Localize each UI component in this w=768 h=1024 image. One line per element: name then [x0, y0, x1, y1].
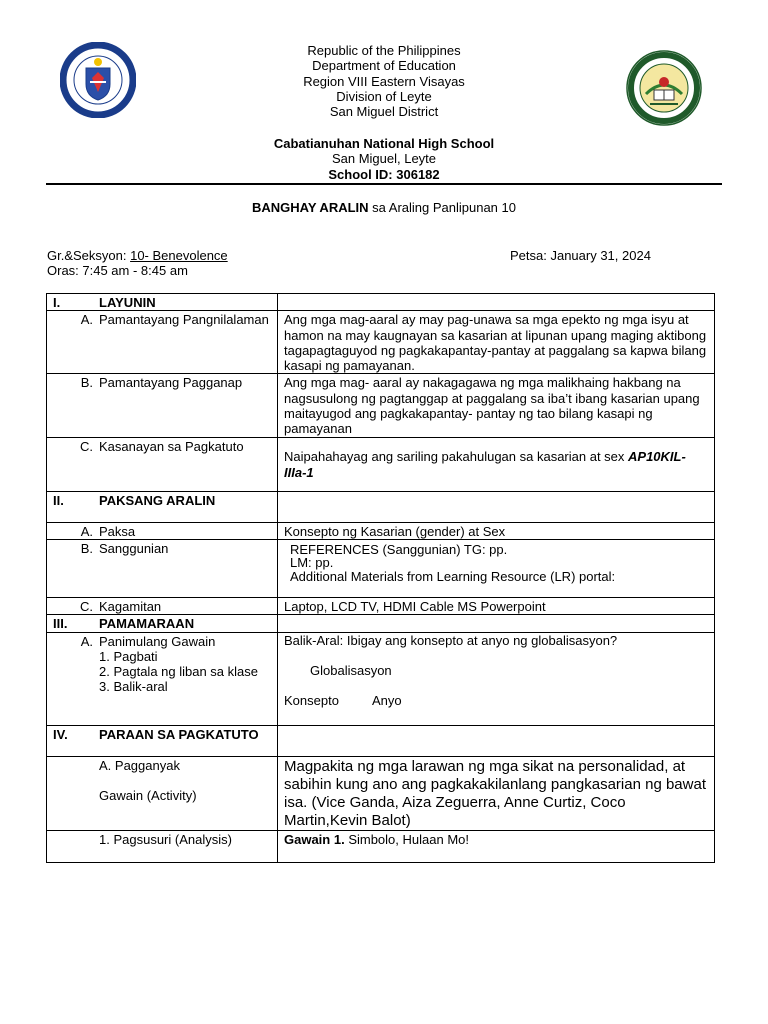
table-row: [47, 725, 715, 756]
table-row: [47, 597, 715, 614]
content-cell: Laptop, LCD TV, HDMI Cable MS Powerpoint: [278, 597, 715, 614]
table-row: [47, 294, 715, 311]
content-cell: Konsepto ng Kasarian (gender) at Sex: [278, 522, 715, 539]
table-row: [47, 830, 715, 862]
review-word-anyo: Anyo: [371, 693, 402, 709]
class-date: Petsa: January 31, 2024: [510, 248, 651, 263]
sub-item: 1. Pagbati: [99, 648, 158, 664]
item-label: Paksa: [99, 523, 136, 539]
reference-line: REFERENCES (Sanggunian) TG: pp.: [290, 541, 508, 557]
content-cell: Ang mga mag- aaral ay nakagagawa ng mga malikhaing hakbang na nagsusulong ng pagtanggap at paggalang sa iba’t ibang kasarian upang maitayugod ang pagkakapantay- pantay ng tao bilang kasapi ng pamayanan: [278, 374, 715, 437]
header-divider: [46, 183, 722, 185]
item-label: Sanggunian: [99, 540, 169, 556]
class-time: Oras: 7:45 am - 8:45 am: [47, 263, 188, 279]
grade-section: [47, 248, 228, 263]
table-row: [47, 374, 715, 437]
review-words: [284, 693, 708, 708]
table-row: [47, 311, 715, 374]
grade-value: 10- Benevolence: [130, 248, 228, 263]
review-word-konsepto: Konsepto: [284, 693, 339, 709]
content-cell: [278, 539, 715, 597]
section-label: PAKSANG ARALIN: [99, 492, 216, 508]
item-number: C.: [80, 438, 93, 454]
table-row: [47, 522, 715, 539]
region-line: Region VIII Eastern Visayas: [303, 73, 465, 89]
document-title: [0, 200, 768, 215]
lesson-plan-table: [46, 293, 715, 863]
section-number: I.: [53, 295, 61, 310]
table-row: [47, 491, 715, 522]
empty-cell: [278, 615, 715, 632]
table-row: [47, 539, 715, 597]
content-cell: [278, 830, 715, 862]
empty-cell: [278, 725, 715, 756]
table-row: [47, 437, 715, 491]
competency-text: Naipahahayag ang sariling pakahulugan sa kasarian at sex: [284, 449, 629, 465]
table-row: [47, 615, 715, 632]
grade-label: Gr.&Seksyon:: [47, 248, 131, 263]
sub-item: 3. Balik-aral: [99, 679, 168, 695]
section-label: PARAAN SA PAGKATUTO: [99, 726, 259, 742]
school-name: Cabatianuhan National High School: [273, 136, 495, 151]
school-id: School ID: 306182: [328, 166, 440, 182]
section-number: III.: [53, 616, 68, 632]
empty-cell: [278, 294, 715, 311]
title-rest: sa Araling Panlipunan 10: [368, 200, 516, 215]
section-number: II.: [53, 492, 64, 508]
activity-label: Gawain 1.: [284, 831, 345, 847]
class-meta: [47, 248, 228, 279]
table-row: [47, 756, 715, 830]
school-block: [0, 136, 768, 182]
section-label: PAMAMARAAN: [99, 616, 195, 632]
section-number: IV.: [53, 726, 68, 742]
item-number: A.: [80, 523, 93, 539]
item-label: Pamantayang Pangnilalaman: [99, 312, 269, 328]
republic-line: Republic of the Philippines: [307, 43, 461, 58]
district-line: San Miguel District: [329, 104, 439, 120]
section-label: LAYUNIN: [99, 295, 156, 310]
section-cell: [47, 294, 278, 311]
item-label: Kasanayan sa Pagkatuto: [99, 438, 244, 454]
content-cell: Ang mga mag-aaral ay may pag-unawa sa mga epekto ng mga isyu at hamon na may kaugnayan sa kasarian at lipunan upang maging aktibong tagapagtaguyod ng pagkakapantay-pantay at paggalang sa kapwa bilang kasapi ng pamayanan.: [278, 311, 715, 374]
reference-line: LM: pp.: [290, 555, 334, 571]
division-line: Division of Leyte: [336, 88, 432, 104]
item-number: A.: [80, 633, 93, 649]
sub-item: 2. Pagtala ng liban sa klase: [99, 664, 258, 680]
content-cell: [278, 632, 715, 725]
activity-title: Simbolo, Hulaan Mo!: [344, 831, 469, 847]
item-label: Pamantayang Pagganap: [99, 375, 243, 391]
table-row: [47, 632, 715, 725]
item-number: C.: [80, 598, 93, 614]
item-label: A. Pagganyak: [99, 757, 180, 773]
item-number: B.: [80, 540, 93, 556]
title-bold: BANGHAY ARALIN: [252, 200, 369, 215]
item-number: A.: [80, 312, 93, 328]
school-location: San Miguel, Leyte: [331, 151, 437, 167]
empty-cell: [278, 491, 715, 522]
review-question: Balik-Aral: Ibigay ang konsepto at anyo ng globalisasyon?: [284, 632, 618, 648]
letterhead: [0, 43, 768, 119]
item-sublabel: Gawain (Activity): [99, 787, 197, 803]
review-word-globalisasyon: Globalisasyon: [310, 662, 392, 678]
reference-line: Additional Materials from Learning Resource (LR) portal:: [290, 568, 616, 584]
item-label: Panimulang Gawain: [99, 633, 216, 649]
item-label: 1. Pagsusuri (Analysis): [99, 831, 232, 847]
item-label: Kagamitan: [99, 598, 162, 614]
content-cell: Magpakita ng mga larawan ng mga sikat na personalidad, at sabihin kung ano ang pagkakakilanlang pangkasarian ng bawat isa. (Vice Ganda, Aiza Zeguerra, Anne Curtiz, Coco Martin,Kevin Balot): [278, 756, 715, 830]
competency-code: AP10KIL-IIIa-1: [284, 449, 686, 480]
content-cell: [278, 437, 715, 491]
item-number: B.: [80, 375, 93, 391]
department-line: Department of Education: [312, 58, 456, 74]
